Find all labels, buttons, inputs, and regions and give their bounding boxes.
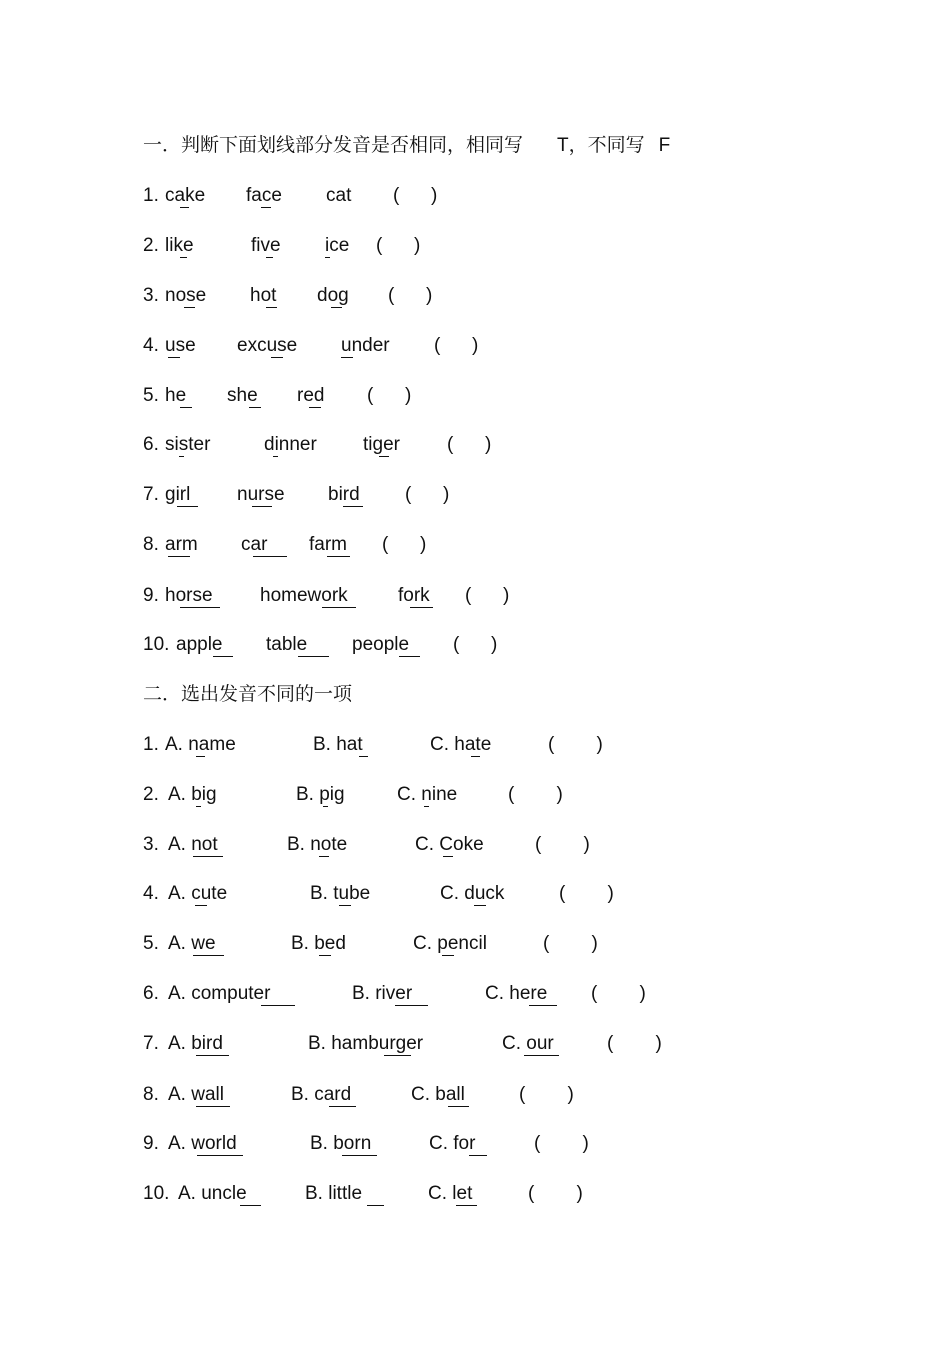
choice-row: [143, 883, 703, 909]
answer-blank: ( ): [465, 585, 510, 606]
underline-mark: [424, 806, 429, 807]
option-a: A. we: [168, 933, 216, 954]
underline-mark: [196, 1106, 230, 1107]
underline-mark: [319, 856, 329, 857]
underline-mark: [180, 207, 189, 208]
option-b: B. bed: [291, 933, 346, 954]
underline-mark: [196, 806, 201, 807]
option-b: B. hat: [313, 734, 363, 755]
answer-blank: ( ): [535, 834, 590, 855]
underline-mark: [343, 506, 363, 507]
answer-blank: ( ): [508, 784, 563, 805]
underline-mark: [180, 257, 187, 258]
word: dog: [317, 285, 349, 306]
underline-mark: [410, 607, 433, 608]
underline-mark: [213, 656, 233, 657]
underline-mark: [193, 856, 223, 857]
word: car: [241, 534, 268, 555]
option-b: B. tube: [310, 883, 371, 904]
word: fork: [398, 585, 430, 606]
underline-mark: [168, 357, 180, 358]
option-c: C. ball: [411, 1084, 465, 1105]
underline-mark: [322, 607, 356, 608]
word: use: [165, 335, 196, 356]
word: girl: [165, 484, 191, 505]
item-number: 9.: [143, 1133, 159, 1154]
item-number: 10.: [143, 634, 170, 655]
underline-mark: [266, 307, 277, 308]
underline-mark: [180, 407, 192, 408]
underline-mark: [323, 806, 328, 807]
underline-mark: [319, 955, 331, 956]
option-c: C. duck: [440, 883, 505, 904]
underline-mark: [325, 257, 330, 258]
word: hot: [250, 285, 277, 306]
word: she: [227, 385, 258, 406]
underline-mark: [184, 307, 195, 308]
item-number: 7.: [143, 1033, 159, 1054]
underline-mark: [273, 456, 278, 457]
answer-blank: ( ): [382, 534, 427, 555]
section-1-heading: [143, 130, 670, 157]
item-number: 6.: [143, 434, 159, 455]
choice-row: [143, 1033, 703, 1059]
word: homework: [260, 585, 348, 606]
word: nurse: [237, 484, 285, 505]
option-b: B. note: [287, 834, 348, 855]
word: nose: [165, 285, 207, 306]
option-b: B. pig: [296, 784, 345, 805]
underline-mark: [384, 1055, 411, 1056]
answer-blank: ( ): [543, 933, 598, 954]
exercise-row: [143, 385, 703, 411]
item-number: 4.: [143, 883, 159, 904]
option-c: C. our: [502, 1033, 554, 1054]
underline-mark: [196, 756, 205, 757]
item-number: 2.: [143, 784, 159, 805]
word: horse: [165, 585, 213, 606]
choice-row: [143, 1084, 703, 1110]
item-number: 9.: [143, 585, 159, 606]
option-a: A. bird: [168, 1033, 223, 1054]
word: cake: [165, 185, 206, 206]
underline-mark: [443, 856, 453, 857]
underline-mark: [395, 1005, 428, 1006]
exercise-row: [143, 285, 703, 311]
underline-mark: [197, 1155, 243, 1156]
choice-row: [143, 1183, 703, 1209]
answer-blank: ( ): [447, 434, 492, 455]
item-number: 8.: [143, 1084, 159, 1105]
item-number: 1.: [143, 734, 159, 755]
answer-blank: ( ): [607, 1033, 662, 1054]
word: ice: [325, 235, 350, 256]
word: arm: [165, 534, 198, 555]
option-a: A. uncle: [178, 1183, 247, 1204]
underline-mark: [196, 1055, 229, 1056]
option-a: A. big: [168, 784, 217, 805]
underline-mark: [309, 407, 321, 408]
section-1-heading-t: T，不同写: [557, 135, 645, 156]
item-number: 8.: [143, 534, 159, 555]
word: dinner: [264, 434, 317, 455]
exercise-row: [143, 235, 703, 261]
option-b: B. little: [305, 1183, 363, 1204]
exercise-row: [143, 634, 703, 660]
underline-mark: [193, 955, 224, 956]
underline-mark: [298, 656, 329, 657]
word: five: [251, 235, 281, 256]
answer-blank: ( ): [453, 634, 498, 655]
underline-mark: [456, 1205, 477, 1206]
underline-mark: [339, 905, 351, 906]
item-number: 3.: [143, 285, 159, 306]
option-b: B. born: [310, 1133, 372, 1154]
option-a: A. world: [168, 1133, 237, 1154]
underline-mark: [271, 357, 283, 358]
underline-mark: [367, 1205, 384, 1206]
section-2-heading-text: 二．选出发音不同的一项: [143, 683, 353, 705]
exercise-row: [143, 434, 703, 460]
underline-mark: [180, 607, 220, 608]
underline-mark: [341, 357, 353, 358]
underline-mark: [474, 905, 486, 906]
choice-row: [143, 834, 703, 860]
word: like: [165, 235, 194, 256]
underline-mark: [327, 556, 350, 557]
underline-mark: [240, 1205, 261, 1206]
word: people: [352, 634, 410, 655]
underline-mark: [329, 1106, 356, 1107]
underline-mark: [179, 456, 184, 457]
underline-mark: [342, 1155, 377, 1156]
exercise-row: [143, 185, 703, 211]
underline-mark: [331, 307, 342, 308]
exercise-row: [143, 484, 703, 510]
item-number: 5.: [143, 933, 159, 954]
option-a: A. name: [165, 734, 236, 755]
item-number: 3.: [143, 834, 159, 855]
option-b: B. hamburger: [308, 1033, 424, 1054]
item-number: 4.: [143, 335, 159, 356]
option-a: A. wall: [168, 1084, 224, 1105]
answer-blank: ( ): [393, 185, 438, 206]
word: tiger: [363, 434, 400, 455]
exercise-row: [143, 585, 703, 611]
underline-mark: [471, 756, 480, 757]
option-c: C. Coke: [415, 834, 484, 855]
underline-mark: [177, 506, 198, 507]
item-number: 2.: [143, 235, 159, 256]
answer-blank: ( ): [519, 1084, 574, 1105]
item-number: 7.: [143, 484, 159, 505]
choice-row: [143, 933, 703, 959]
underline-mark: [261, 207, 271, 208]
choice-row: [143, 983, 703, 1009]
answer-blank: ( ): [528, 1183, 583, 1204]
section-1-heading-text: 一．判断下面划线部分发音是否相同，相同写: [143, 134, 524, 156]
option-c: C. here: [485, 983, 548, 1004]
item-number: 5.: [143, 385, 159, 406]
word: under: [341, 335, 390, 356]
word: excuse: [237, 335, 298, 356]
underline-mark: [399, 656, 420, 657]
option-c: C. hate: [430, 734, 492, 755]
section-1-heading-f: F: [658, 135, 671, 156]
exercise-row: [143, 534, 703, 560]
item-number: 6.: [143, 983, 159, 1004]
choice-row: [143, 784, 703, 810]
underline-mark: [168, 556, 190, 557]
underline-mark: [253, 556, 287, 557]
underline-mark: [252, 506, 272, 507]
item-number: 10.: [143, 1183, 170, 1204]
answer-blank: ( ): [534, 1133, 589, 1154]
underline-mark: [195, 905, 207, 906]
exercise-row: [143, 335, 703, 361]
option-c: C. nine: [397, 784, 458, 805]
option-b: B. card: [291, 1084, 352, 1105]
answer-blank: ( ): [434, 335, 479, 356]
underline-mark: [529, 1005, 557, 1006]
answer-blank: ( ): [405, 484, 450, 505]
option-a: A. cute: [168, 883, 228, 904]
underline-mark: [249, 407, 261, 408]
word: face: [246, 185, 282, 206]
underline-mark: [524, 1055, 559, 1056]
item-number: 1.: [143, 185, 159, 206]
word: sister: [165, 434, 211, 455]
option-c: C. pencil: [413, 933, 487, 954]
section-2-heading: [143, 679, 352, 706]
answer-blank: ( ): [591, 983, 646, 1004]
option-a: A. computer: [168, 983, 271, 1004]
underline-mark: [442, 955, 454, 956]
answer-blank: ( ): [548, 734, 603, 755]
underline-mark: [469, 1155, 487, 1156]
underline-mark: [379, 456, 389, 457]
underline-mark: [266, 257, 273, 258]
choice-row: [143, 734, 703, 760]
answer-blank: ( ): [388, 285, 433, 306]
word: he: [165, 385, 187, 406]
word: bird: [328, 484, 360, 505]
word: table: [266, 634, 308, 655]
option-b: B. river: [352, 983, 413, 1004]
underline-mark: [359, 756, 368, 757]
option-a: A. not: [168, 834, 218, 855]
answer-blank: ( ): [376, 235, 421, 256]
answer-blank: ( ): [559, 883, 614, 904]
underline-mark: [448, 1106, 469, 1107]
word: farm: [309, 534, 347, 555]
word: red: [297, 385, 325, 406]
word: cat: [326, 185, 352, 206]
underline-mark: [261, 1005, 295, 1006]
word: apple: [176, 634, 223, 655]
option-c: C. let: [428, 1183, 473, 1204]
choice-row: [143, 1133, 703, 1159]
option-c: C. for: [429, 1133, 476, 1154]
answer-blank: ( ): [367, 385, 412, 406]
